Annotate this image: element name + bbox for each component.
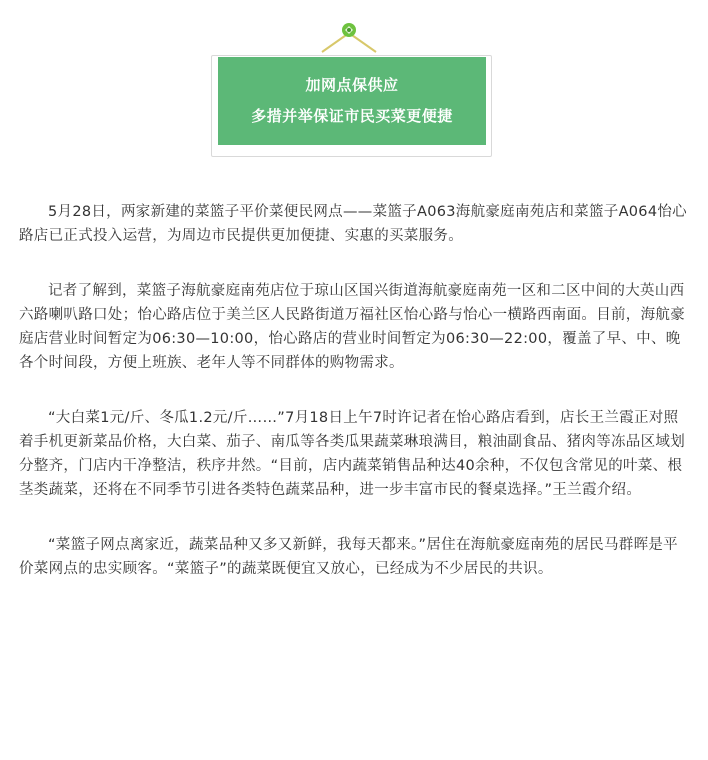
title-line-1: 加网点保供应 [305, 76, 399, 94]
paragraph-2: 记者了解到，菜篮子海航豪庭南苑店位于琼山区国兴街道海航豪庭南苑一区和二区中间的大英山西六路喇叭路口处；怡心路店位于美兰区人民路街道万福社区怡心路与怡心一横路西南面。目前，海航豪庭店营业时间暂定为06:30—10:00，怡心路店的营业时间暂定为06:30—22:00，覆盖了早、中、晚各个时间段，方便上班族、老年人等不同群体的购物需求。 [19, 283, 685, 371]
title-banner [218, 57, 486, 145]
paragraph-1: 5月28日，两家新建的菜篮子平价菜便民网点——菜篮子A063海航豪庭南苑店和菜篮子A064怡心路店已正式投入运营，为周边市民提供更加便捷、实惠的买菜服务。 [19, 204, 687, 244]
header-ornament [0, 0, 708, 60]
ornament-right-line [349, 33, 376, 52]
leaf-badge-icon [342, 23, 356, 37]
article-body [19, 200, 691, 581]
title-line-2: 多措并举保证市民买菜更便捷 [251, 107, 453, 125]
ornament-left-line [322, 33, 349, 52]
paragraph-3: “大白菜1元/斤、冬瓜1.2元/斤……”7月18日上午7时许记者在怡心路店看到，店长王兰霞正对照着手机更新菜品价格，大白菜、茄子、南瓜等各类瓜果蔬菜琳琅满目，粮油副食品、猪肉等冻品区域划分整齐，门店内干净整洁，秩序井然。“目前，店内蔬菜销售品种达40余种，不仅包含常见的叶菜、根茎类蔬菜，还将在不同季节引进各类特色蔬菜品种，进一步丰富市民的餐桌选择。”王兰霞介绍。 [19, 410, 685, 498]
paragraph-4: “菜篮子网点离家近，蔬菜品种又多又新鲜，我每天都来。”居住在海航豪庭南苑的居民马群晖是平价菜网点的忠实顾客。“菜篮子”的蔬菜既便宜又放心，已经成为不少居民的共识。 [19, 537, 678, 577]
